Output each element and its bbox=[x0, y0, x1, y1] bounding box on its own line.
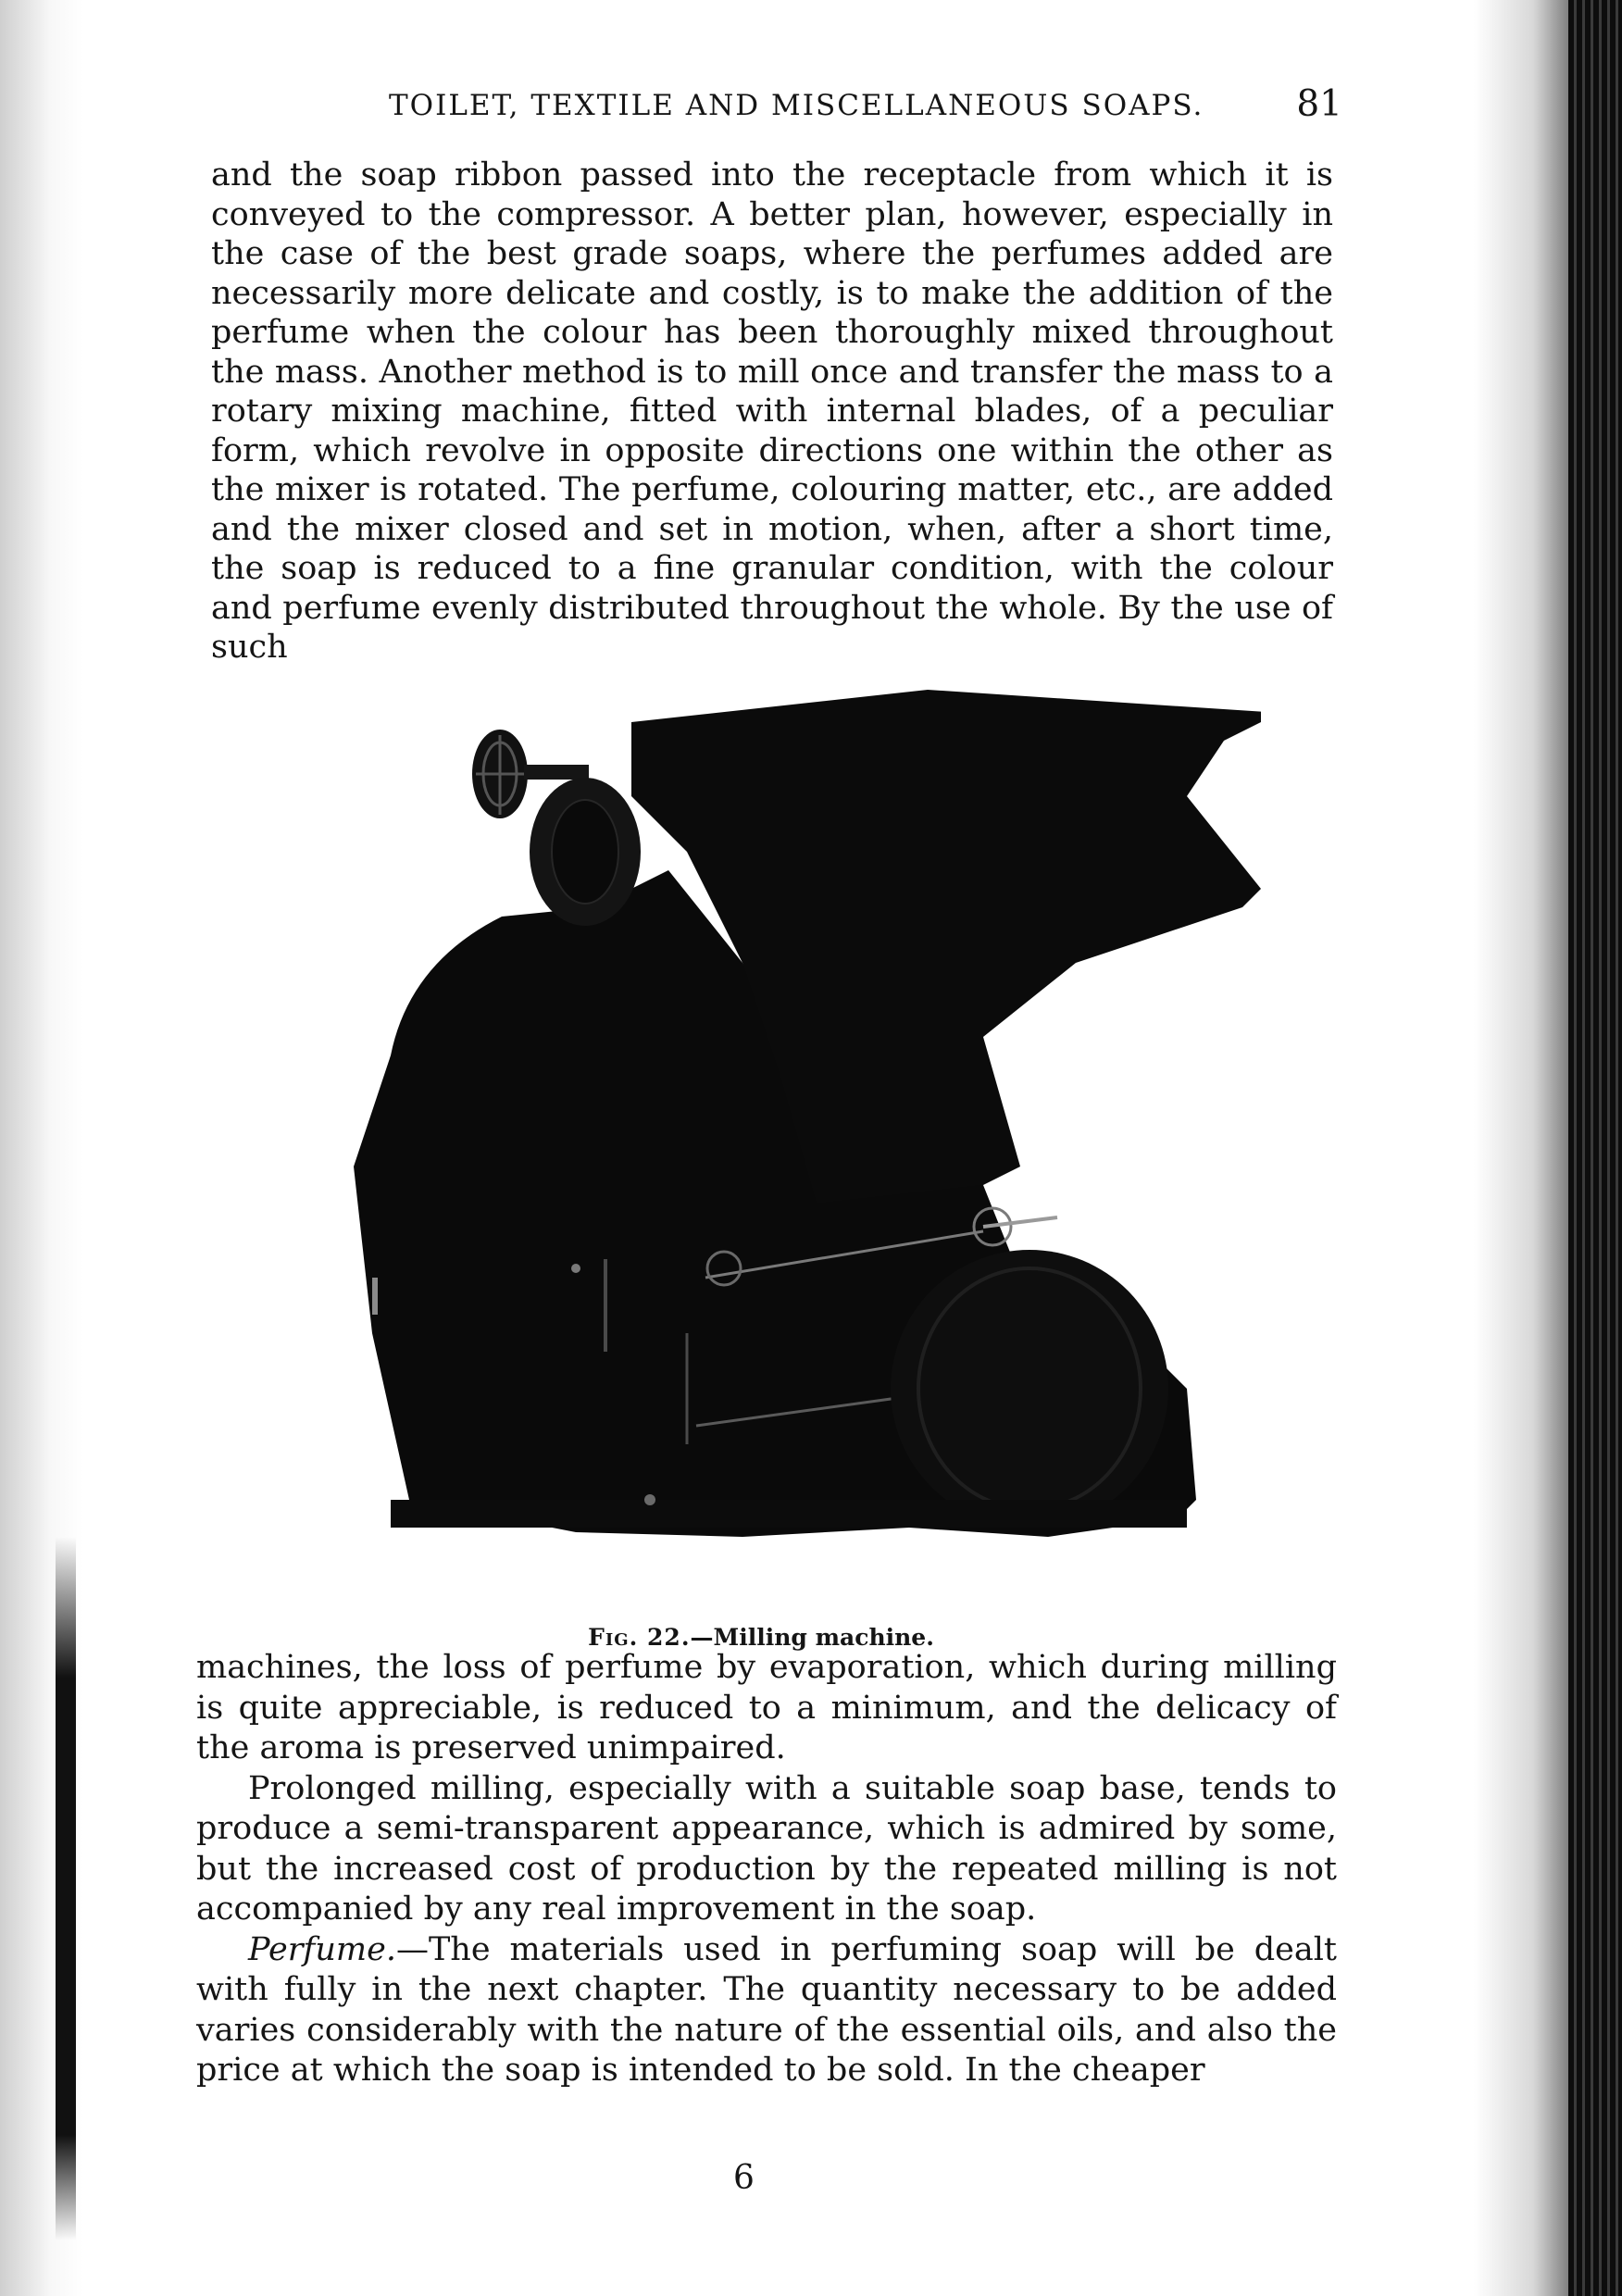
perfume-heading: Perfume. bbox=[248, 1930, 396, 1968]
figure-label: Fig. 22. bbox=[588, 1624, 691, 1651]
page-number: 81 bbox=[1296, 83, 1342, 125]
book-binding-edge bbox=[1568, 0, 1622, 2296]
running-head: TOILET, TEXTILE AND MISCELLANEOUS SOAPS. bbox=[389, 89, 1204, 122]
signature-mark: 6 bbox=[733, 2159, 755, 2197]
body-text-top bbox=[211, 156, 1333, 668]
figure-caption-text: —Milling machine. bbox=[690, 1624, 934, 1651]
body-text-bottom bbox=[196, 1648, 1337, 2091]
perfume-text: —The materials used in perfuming soap will be dealt with fully in the next chapter. The quantity necessary to be added varies considerably with the nature of the essential oils, and also the price at which the soap is intended to be sold. In the cheaper bbox=[196, 1930, 1337, 2089]
paragraph: Prolonged milling, especially with a suitable soap base, tends to produce a semi-transparent appearance, which is admired by some, but the increased cost of production by the repeated milling is not accompanied by any real improvement in the soap. bbox=[196, 1769, 1337, 1928]
milling-machine-illustration bbox=[261, 685, 1261, 1611]
paragraph: machines, the loss of perfume by evaporation, which during milling is quite appreciable, is reduced to a minimum, and the delicacy of the aroma is preserved unimpaired. bbox=[196, 1649, 1337, 1766]
paragraph: and the soap ribbon passed into the receptacle from which it is conveyed to the compressor. A better plan, however, especially in the case of the best grade soaps, where the perfumes added are necessarily more delicate and costly, is to make the addition of the perfume when the colour has been thoroughly mixed throughout the mass. Another method is to mill once and transfer the mass to a rotary mixing machine, fitted with internal blades, of a peculiar form, which revolve in opposite directions one within the other as the mixer is rotated. The perfume, colouring matter, etc., are added and the mixer closed and set in motion, when, after a short time, the soap is reduced to a fine granular condition, with the colour and perfume evenly distributed throughout the whole. By the use of such bbox=[211, 156, 1333, 666]
binding-shadow-left bbox=[56, 1537, 76, 2240]
page-header bbox=[213, 81, 1342, 137]
figure-caption bbox=[261, 1624, 1261, 1651]
figure-milling-machine bbox=[261, 685, 1261, 1651]
paragraph bbox=[196, 1930, 1337, 2091]
